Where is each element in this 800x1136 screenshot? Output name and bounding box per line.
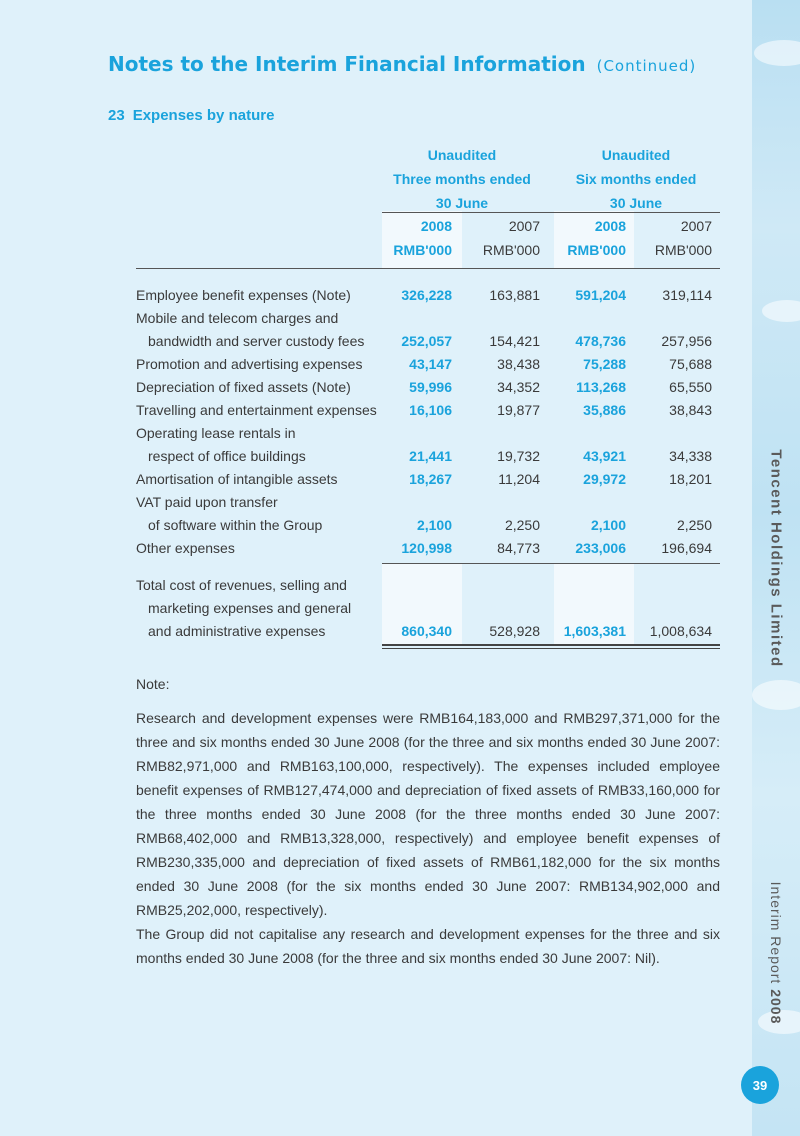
total-row [0, 597, 752, 620]
row-value: 43,147 [409, 356, 452, 372]
row-label: Amortisation of intangible assets [136, 471, 338, 487]
row-value: 233,006 [575, 540, 626, 556]
row-value: 478,736 [575, 333, 626, 349]
row-value: 2,100 [590, 517, 626, 533]
header-rule [382, 212, 720, 213]
column-unit: RMB'000 [482, 242, 540, 258]
group-header-line: Unaudited [427, 147, 497, 163]
cloud-decoration [762, 300, 800, 322]
row-value: 16,106 [409, 402, 452, 418]
table-row [0, 491, 752, 514]
row-label: Promotion and advertising expenses [136, 356, 363, 372]
page-number: 39 [741, 1066, 779, 1104]
section-title: Expenses by nature [132, 107, 275, 124]
row-label: Travelling and entertainment expenses [136, 402, 377, 418]
side-brand: Tencent Holdings Limited [767, 449, 785, 668]
column-year: 2008 [594, 218, 626, 234]
row-value: 21,441 [409, 448, 452, 464]
total-label: marketing expenses and general [148, 600, 352, 616]
note-paragraph: The Group did not capitalise any research and development expenses for the three and six months ended 30 June 2008 (for the three and six months ended 30 June 2007: Nil). [136, 926, 720, 966]
row-label: Employee benefit expenses (Note) [136, 287, 351, 303]
side-report-year: 2008 [768, 989, 784, 1025]
column-year: 2008 [420, 218, 452, 234]
row-label: Depreciation of fixed assets (Note) [136, 379, 351, 395]
row-label: bandwidth and server custody fees [148, 333, 365, 349]
total-label: and administrative expenses [148, 623, 326, 639]
total-value: 1,603,381 [563, 623, 626, 639]
subtotal-rule [382, 563, 720, 564]
cloud-decoration [752, 680, 800, 710]
side-report [768, 882, 784, 1025]
row-value: 196,694 [661, 540, 712, 556]
group-header-line: 30 June [435, 195, 489, 211]
row-label: Mobile and telecom charges and [136, 310, 339, 326]
group-header-line: Unaudited [601, 147, 671, 163]
table-row [0, 284, 752, 307]
column-unit: RMB'000 [567, 242, 626, 258]
table-top-rule [136, 268, 720, 269]
row-value: 84,773 [497, 540, 540, 556]
row-value: 65,550 [669, 379, 712, 395]
row-value: 120,998 [401, 540, 452, 556]
row-value: 163,881 [489, 287, 540, 303]
row-value: 2,250 [504, 517, 540, 533]
row-value: 113,268 [576, 379, 626, 395]
table-row [0, 376, 752, 399]
column-header [460, 214, 540, 262]
cloud-decoration [754, 40, 800, 66]
row-value: 43,921 [583, 448, 626, 464]
note-label: Note: [136, 676, 170, 692]
row-value: 19,877 [497, 402, 540, 418]
total-value: 860,340 [401, 623, 452, 639]
row-value: 59,996 [409, 379, 452, 395]
row-value: 252,057 [401, 333, 452, 349]
row-value: 35,886 [583, 402, 626, 418]
group-header-line: Six months ended [575, 171, 697, 187]
group-header-six-months [551, 143, 721, 215]
row-value: 2,250 [676, 517, 712, 533]
total-rule-top [382, 644, 720, 646]
row-value: 34,352 [497, 379, 540, 395]
total-row [0, 574, 752, 597]
row-value: 591,204 [575, 287, 626, 303]
total-value: 528,928 [489, 623, 540, 639]
row-value: 75,288 [583, 356, 626, 372]
total-rule-bottom [382, 648, 720, 649]
row-value: 29,972 [583, 471, 626, 487]
column-header [632, 214, 712, 262]
row-value: 319,114 [662, 287, 712, 303]
row-value: 75,688 [669, 356, 712, 372]
page-title [108, 52, 696, 76]
page-title-text: Notes to the Interim Financial Information [108, 52, 586, 76]
note-paragraph: Research and development expenses were RMB164,183,000 and RMB297,371,000 for the three and six months ended 30 June 2008 (for the three and six months ended 30 June 2007: RMB82,971,000 and RMB163,100,000, respectively). The expenses included employee benefit expenses of RMB127,474,000 and depreciation of fixed assets of RMB33,160,000 for the three months ended 30 June 2008 (for the three months ended 30 June 2007: RMB68,402,000 and RMB13,328,000, respectively) and employee benefit expenses of RMB230,335,000 and depreciation of fixed assets of RMB61,182,000 for the six months ended 30 June 2008 (for the six months ended 30 June 2007: RMB134,902,000 and RMB25,202,000, respectively). [136, 710, 720, 918]
group-header-line: 30 June [609, 195, 663, 211]
column-unit: RMB'000 [654, 242, 712, 258]
table-row [0, 468, 752, 491]
row-value: 18,201 [669, 471, 712, 487]
row-value: 154,421 [489, 333, 540, 349]
table-row [0, 514, 752, 537]
group-header-three-months [377, 143, 547, 215]
row-value: 18,267 [409, 471, 452, 487]
table-row [0, 422, 752, 445]
row-value: 38,438 [497, 356, 540, 372]
row-label: VAT paid upon transfer [136, 494, 278, 510]
column-year: 2007 [508, 218, 540, 234]
row-label: of software within the Group [148, 517, 323, 533]
row-value: 38,843 [669, 402, 712, 418]
column-header [546, 214, 626, 262]
row-value: 257,956 [661, 333, 712, 349]
total-label: Total cost of revenues, selling and [136, 577, 347, 593]
table-row [0, 445, 752, 468]
row-label: respect of office buildings [148, 448, 306, 464]
table-row [0, 307, 752, 330]
row-value: 34,338 [669, 448, 712, 464]
section-heading [108, 107, 274, 124]
column-year: 2007 [680, 218, 712, 234]
column-unit: RMB'000 [393, 242, 452, 258]
table-row [0, 537, 752, 560]
row-value: 2,100 [416, 517, 452, 533]
section-number: 23 [108, 107, 125, 124]
total-value: 1,008,634 [649, 623, 712, 639]
group-header-line: Three months ended [393, 171, 531, 187]
row-value: 326,228 [401, 287, 452, 303]
page-title-suffix: (Continued) [596, 57, 697, 75]
row-label: Other expenses [136, 540, 235, 556]
table-row [0, 399, 752, 422]
total-row [0, 620, 752, 643]
column-header [372, 214, 452, 262]
table-row [0, 330, 752, 353]
table-row [0, 353, 752, 376]
side-report-label: Interim Report [768, 881, 784, 985]
row-label: Operating lease rentals in [136, 425, 296, 441]
row-value: 11,204 [498, 471, 540, 487]
row-value: 19,732 [497, 448, 540, 464]
